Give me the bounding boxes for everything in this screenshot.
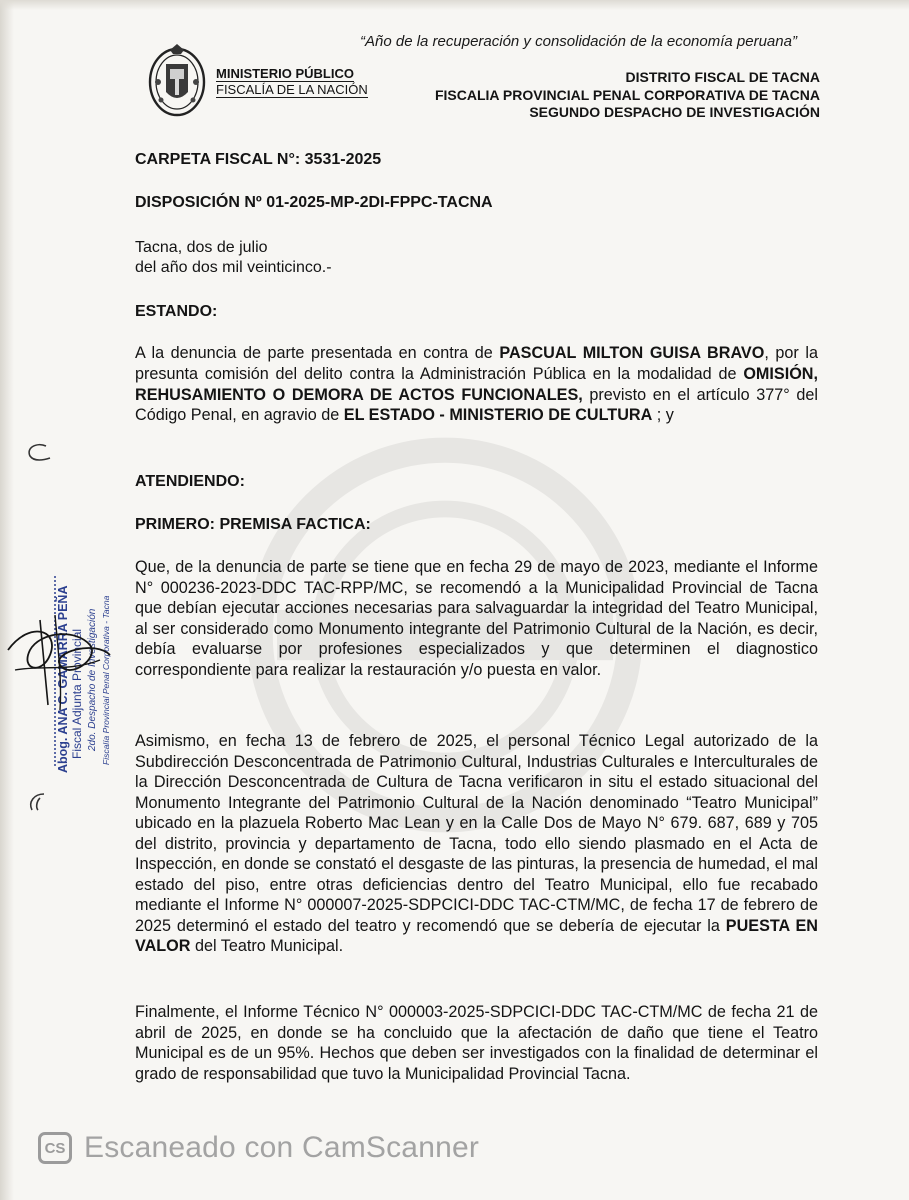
ministry-subtitle: FISCALÍA DE LA NACIÓN [216,82,368,97]
page-top-shadow [0,0,909,10]
primero-heading: PRIMERO: PREMISA FACTICA: [135,516,371,533]
place-date-line2: del año dos mil veinticinco.- [135,259,332,276]
text-run: previsto en el artículo 377° del Código Penal, en agravio de [135,385,819,425]
text-run: Asimismo, en fecha 13 de febrero de 2025, el personal Técnico Legal autorizado de la Subdirección Desconcentrada de Patrimonio Cultural, Industrias Culturales e Interculturales de la Dirección Desconcentrada de Cultura de Tacna verificaron in situ el estado situacional del Monumento Integrante del Patrimonio Cultural de la Nación denominado “Teatro Municipal” ubicado en la plazuela Roberto Mac Lean y en la Calle Dos de Mayo N° 679. 687, 689 y 705 del distrito, provincia y departamento de Tacna, todo ello siendo plasmado en el Acta de Inspección, en donde se constató el desgaste de las pinturas, la presencia de humedad, el mal estado del piso, entre otras deficiencias dentro del Teatro Municipal, ello fue recabado mediante el Informe N° 000007-2025-SDPCICI-DDC TAC-CTM/MC, de fecha 17 de febrero de 2025 determinó el estado del teatro y recomendó que se debería de ejecutar la [135,732,818,935]
camscanner-text: Escaneado con CamScanner [84,1131,480,1164]
aggrieved-party: EL ESTADO - MINISTERIO DE CULTURA [343,406,653,425]
estando-heading: ESTANDO: [135,303,218,320]
puesta-en-valor: PUESTA EN VALOR [135,916,819,955]
paragraph-2 [135,731,818,957]
text-run: , por la presunta comisión del delito contra la Administración Pública en la modalidad de [135,344,818,383]
stamp-office: 2do. Despacho de Investigación [87,608,98,751]
despacho-line: SEGUNDO DESPACHO DE INVESTIGACIÓN [529,104,820,120]
crime-name: OMISIÓN, REHUSAMIENTO O DEMORA DE ACTOS FUNCIONALES, [135,364,818,404]
page-edge-shadow [0,0,14,1200]
camscanner-logo-icon: CS [38,1132,72,1164]
stamp-fiscalia: Fiscalía Provincial Penal Corporativa - Tacna [101,595,111,765]
place-date [135,238,332,278]
place-date-line1: Tacna, dos de julio [135,239,268,256]
margin-mark-icon [22,440,56,466]
ministry-name-block [216,66,381,98]
paragraph-1: Que, de la denuncia de parte se tiene que en fecha 29 de mayo de 2023, mediante el Informe N° 000236-2023-DDC TAC-RPP/MC, se recomendó a la Municipalidad Provincial de Tacna que debían ejecutar acciones necesarias para salvaguardar la integridad del Teatro Municipal, al ser considerado como Monumento integrante del Patrimonio Cultural de la Nación, es decir, debía evaluarse por profesiones especializados y que determinen el diagnostico correspondiente para realizar la restauración y/o puesta en valor. [135,558,818,679]
camscanner-watermark [38,1128,479,1168]
text-run: ; y [652,406,674,425]
text-run: del Teatro Municipal. [190,937,344,955]
stamp-title: Fiscal Adjunta Provincial [70,628,84,759]
atendiendo-heading: ATENDIENDO: [135,473,245,490]
carpeta-fiscal: CARPETA FISCAL N°: 3531-2025 [135,151,382,168]
ministry-seal-icon [146,42,208,118]
ministry-name: MINISTERIO PÚBLICO [216,66,354,81]
margin-mark-icon [24,790,54,814]
accused-name: PASCUAL MILTON GUISA BRAVO [499,344,765,362]
fiscalia-line: FISCALIA PROVINCIAL PENAL CORPORATIVA DE TACNA [434,86,820,103]
paragraph-3: Finalmente, el Informe Técnico N° 000003-2025-SDPCICI-DDC TAC-CTM/MC de fecha 21 de abril de 2025, en donde se ha concluido que la afectación de daño que tiene el Teatro Municipal es de un 95%. Hechos que deben ser investigados con la finalidad de determinar el grado de responsabilidad que tuvo la Municipalidad Provincial Tacna. [135,1003,818,1083]
handwritten-signature [0,610,130,720]
denuncia-paragraph [135,343,818,426]
stamp-name: Abog. ANA C. GAMARRA PEÑA [56,585,70,773]
district-block [380,69,820,122]
disposicion-number: DISPOSICIÓN Nº 01-2025-MP-2DI-FPPC-TACNA [135,194,493,211]
text-run: A la denuncia de parte presentada en contra de [135,344,500,362]
year-motto: “Año de la recuperación y consolidación de la economía peruana” [360,33,797,50]
district-line: DISTRITO FISCAL DE TACNA [625,69,820,85]
